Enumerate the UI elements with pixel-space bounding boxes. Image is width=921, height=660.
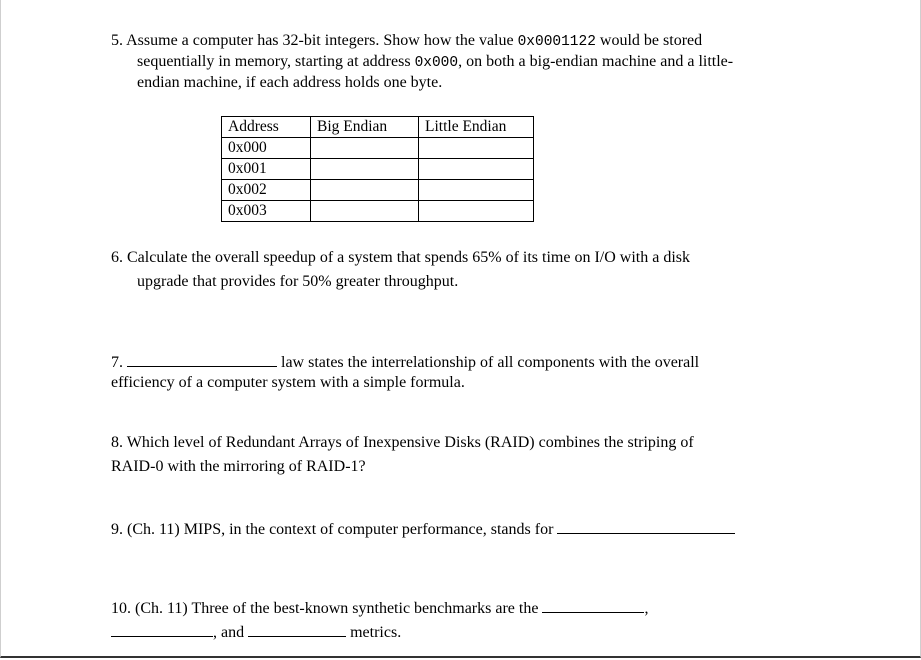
q7-number: 7. xyxy=(111,354,123,371)
header-little-endian: Little Endian xyxy=(419,117,534,138)
little-endian-cell[interactable] xyxy=(419,201,534,222)
question-6-line-2: upgrade that provides for 50% greater throughput. xyxy=(137,273,459,290)
question-8-line-2: RAID-0 with the mirroring of RAID-1? xyxy=(111,458,366,475)
q9-answer-blank[interactable] xyxy=(557,518,735,534)
q10-comma: , xyxy=(213,624,217,641)
question-5-line-2 xyxy=(137,51,733,74)
q10-text: 10. (Ch. 11) Three of the best-known synthetic benchmarks are the xyxy=(111,600,539,617)
q10-metrics: metrics. xyxy=(350,624,402,641)
little-endian-cell[interactable] xyxy=(419,138,534,159)
question-7-line-1 xyxy=(111,351,699,373)
q5-text-cont: would be stored xyxy=(595,32,703,49)
address-cell: 0x001 xyxy=(222,159,311,180)
big-endian-cell[interactable] xyxy=(311,138,419,159)
question-5-line-1 xyxy=(111,30,702,53)
big-endian-cell[interactable] xyxy=(311,201,419,222)
q10-answer-blank-1[interactable] xyxy=(542,597,644,613)
q7-text: law states the interrelationship of all components with the overall xyxy=(281,354,700,371)
question-7-line-2: efficiency of a computer system with a simple formula. xyxy=(111,374,465,391)
question-6-line-1: 6. Calculate the overall speedup of a system that spends 65% of its time on I/O with a disk xyxy=(111,249,690,266)
q10-answer-blank-3[interactable] xyxy=(248,621,346,637)
q10-and: and xyxy=(221,624,245,641)
q5-value-code: 0x0001122 xyxy=(517,34,596,50)
question-10-line-1 xyxy=(111,597,648,619)
table-row xyxy=(222,201,534,222)
q7-answer-blank[interactable] xyxy=(127,351,277,367)
address-cell: 0x002 xyxy=(222,180,311,201)
question-5-line-3: endian machine, if each address holds one byte. xyxy=(137,74,443,91)
question-9 xyxy=(111,518,735,540)
big-endian-cell[interactable] xyxy=(311,159,419,180)
q9-text: 9. (Ch. 11) MIPS, in the context of computer performance, stands for xyxy=(111,521,554,538)
little-endian-cell[interactable] xyxy=(419,159,534,180)
q10-answer-blank-2[interactable] xyxy=(111,621,213,637)
question-8-line-1: 8. Which level of Redundant Arrays of Inexpensive Disks (RAID) combines the striping of xyxy=(111,434,694,451)
q5-text-2b: , on both a big-endian machine and a little- xyxy=(458,53,734,70)
q5-address-code: 0x000 xyxy=(414,55,459,71)
q5-text: 5. Assume a computer has 32-bit integers. Show how the value xyxy=(111,32,518,49)
header-address: Address xyxy=(222,117,311,138)
little-endian-cell[interactable] xyxy=(419,180,534,201)
table-header-row xyxy=(222,117,534,138)
question-10-line-2 xyxy=(111,621,401,643)
q10-comma: , xyxy=(644,600,649,617)
address-cell: 0x003 xyxy=(222,201,311,222)
table-row xyxy=(222,180,534,201)
big-endian-cell[interactable] xyxy=(311,180,419,201)
table-row xyxy=(222,159,534,180)
address-cell: 0x000 xyxy=(222,138,311,159)
table-row xyxy=(222,138,534,159)
endian-table xyxy=(221,116,534,222)
header-big-endian: Big Endian xyxy=(311,117,419,138)
q5-text-2a: sequentially in memory, starting at address xyxy=(137,53,415,70)
